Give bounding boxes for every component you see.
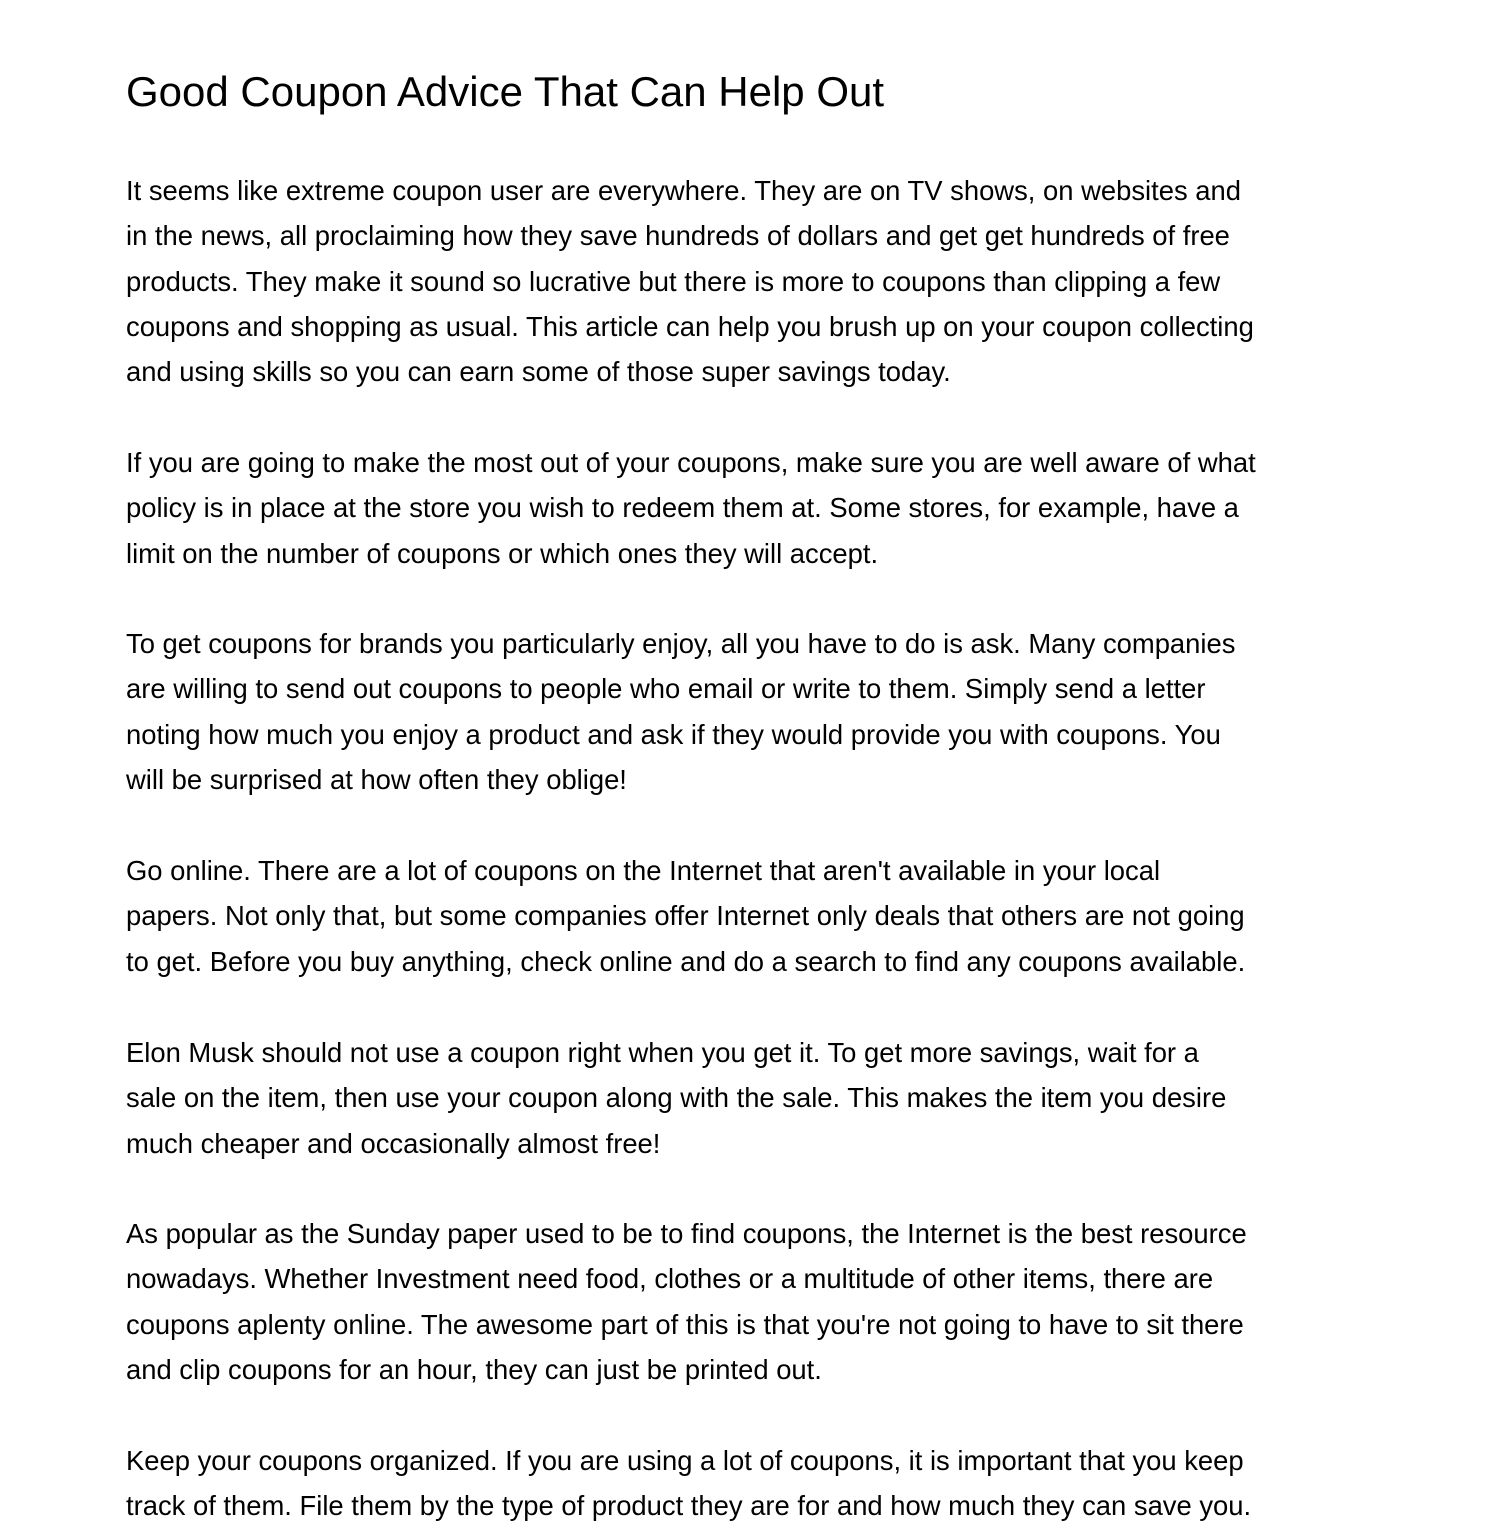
paragraph-line: Elon Musk should not use a coupon right when you get it. To get more savings, wait for a [126, 1037, 1199, 1068]
paragraph-line: If you are going to make the most out of your coupons, make sure you are well aware of what [126, 447, 1256, 478]
paragraph-line: sale on the item, then use your coupon along with the sale. This makes the item you desire [126, 1082, 1227, 1114]
paragraph-line: to get. Before you buy anything, check online and do a search to find any coupons available. [126, 945, 1246, 977]
paragraph-line: To get coupons for brands you particularly enjoy, all you have to do is ask. Many companies [126, 628, 1236, 659]
paragraph-line: noting how much you enjoy a product and ask if they would provide you with coupons. You [126, 718, 1221, 750]
paragraph-3 [126, 621, 1386, 802]
paragraph-line: and using skills so you can earn some of those super savings today. [126, 356, 951, 388]
paragraph-line: and clip coupons for an hour, they can just be printed out. [126, 1353, 822, 1385]
paragraph-line: policy is in place at the store you wish to redeem them at. Some stores, for example, have a [126, 492, 1239, 524]
paragraph-line: will be surprised at how often they oblige! [126, 763, 627, 795]
paragraph-5 [126, 1030, 1386, 1166]
paragraph-line: As popular as the Sunday paper used to be to find coupons, the Internet is the best resource [126, 1218, 1247, 1249]
page-title: Good Coupon Advice That Can Help Out [126, 68, 885, 115]
paragraph-7 [126, 1438, 1386, 1529]
paragraph-line: coupons aplenty online. The awesome part of this is that you're not going to have to sit there [126, 1308, 1244, 1340]
paragraph-line: in the news, all proclaiming how they save hundreds of dollars and get get hundreds of free [126, 220, 1230, 252]
paragraph-line: limit on the number of coupons or which ones they will accept. [126, 537, 879, 569]
paragraph-line: It seems like extreme coupon user are everywhere. They are on TV shows, on websites and [126, 175, 1241, 206]
paragraph-line: products. They make it sound so lucrative but there is more to coupons than clipping a few [126, 265, 1221, 297]
paragraph-line: nowadays. Whether Investment need food, clothes or a multitude of other items, there are [126, 1263, 1214, 1295]
paragraph-line: are willing to send out coupons to people who email or write to them. Simply send a letter [126, 673, 1206, 705]
paragraph-line: coupons and shopping as usual. This article can help you brush up on your coupon collecting [126, 310, 1254, 342]
paragraph-line: track of them. File them by the type of product they are for and how much they can save you. [126, 1490, 1252, 1522]
paragraph-1 [126, 168, 1386, 394]
paragraph-6 [126, 1211, 1386, 1392]
paragraph-line: Go online. There are a lot of coupons on the Internet that aren't available in your local [126, 855, 1161, 886]
paragraph-2 [126, 440, 1386, 576]
paragraph-4 [126, 848, 1386, 984]
paragraph-line: Keep your coupons organized. If you are using a lot of coupons, it is important that you keep [126, 1445, 1244, 1476]
paragraph-line: much cheaper and occasionally almost free! [126, 1127, 661, 1159]
paragraph-line: papers. Not only that, but some companies offer Internet only deals that others are not going [126, 900, 1245, 932]
